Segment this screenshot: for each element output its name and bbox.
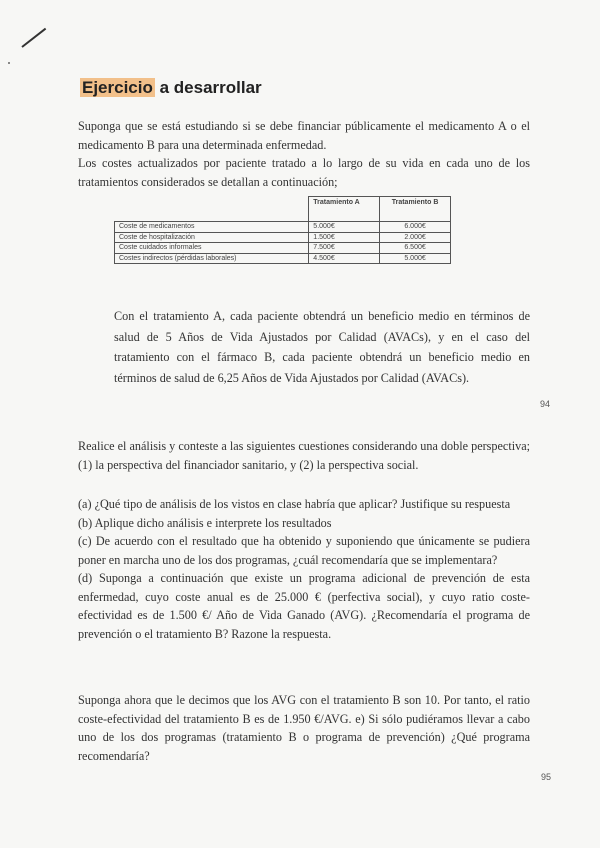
row-label: Coste de hospitalización: [115, 232, 309, 243]
question-a: (a) ¿Qué tipo de análisis de los vistos en clase habría que aplicar? Justifique su respuesta: [78, 497, 511, 511]
table-row: [115, 243, 451, 254]
table-header-empty: [115, 197, 309, 222]
table-row: [115, 232, 451, 243]
result-paragraph: Con el tratamiento A, cada paciente obtendrá un beneficio medio en términos de salud de 5 Años de Vida Ajustados por Calidad (AVACs), y en el caso del tratamiento con el fármaco B, cada paciente obtendrá un beneficio medio en términos de salud de 6,25 Años de Vida Ajustados por Calidad (AVACs).: [114, 309, 530, 385]
questions-list: [78, 495, 530, 643]
page-number: 95: [541, 772, 552, 782]
row-value-a: 7.500€: [309, 243, 380, 254]
row-label: Coste cuidados informales: [115, 243, 309, 254]
row-value-b: 6.500€: [380, 243, 451, 254]
pen-mark: [21, 28, 46, 48]
row-label: Coste de medicamentos: [115, 222, 309, 233]
table-row: [115, 253, 451, 264]
intro-paragraph-1: Suponga que se está estudiando si se debe financiar públicamente el medicamento A o el medicamento B para una determinada enfermedad.: [78, 119, 530, 152]
row-value-a: 1.500€: [309, 232, 380, 243]
question-d: (d) Suponga a continuación que existe un programa adicional de prevención de esta enfermedad, cuyo coste anual es de 25.000 € (perfectiva social), y cuyo ratio coste-efectividad es de 1.500 €/ Año de Vida Ganado (AVG). ¿Recomendaría el programa de prevención o el tratamiento B? Razone la respuesta.: [78, 571, 530, 641]
final-paragraph: Suponga ahora que le decimos que los AVG con el tratamiento B son 10. Por tanto, el ratio coste-efectividad del tratamiento B es de 1.950 €/AVG. e) Si sólo pudiéramos llevar a cabo uno de los dos programas (tratamiento B o programa de prevención) ¿Qué programa recomendaría?: [78, 693, 530, 763]
question-c: (c) De acuerdo con el resultado que ha obtenido y suponiendo que únicamente se pudiera poner en marcha uno de los dos programas, ¿cuál recomendaría que se implementara?: [78, 534, 530, 567]
analysis-intro: Realice el análisis y conteste a las siguientes cuestiones considerando una doble perspectiva; (1) la perspectiva del financiador sanitario, y (2) la perspectiva social.: [78, 439, 530, 472]
row-value-b: 6.000€: [380, 222, 451, 233]
table-header-row: [115, 197, 451, 222]
exercise-heading: [80, 78, 262, 98]
scan-speck: [8, 62, 10, 64]
row-value-a: 4.500€: [309, 253, 380, 264]
table-header-treatment-b: Tratamiento B: [380, 197, 451, 222]
costs-table: [114, 196, 451, 264]
page-number: 94: [540, 399, 551, 409]
table-row: [115, 222, 451, 233]
heading-highlight: Ejercicio: [82, 78, 153, 97]
row-value-b: 5.000€: [380, 253, 451, 264]
row-value-a: 5.000€: [309, 222, 380, 233]
intro-paragraph-2: Los costes actualizados por paciente tratado a lo largo de su vida en cada uno de los tratamientos considerados se detallan a continuación;: [78, 156, 530, 189]
table-header-treatment-a: Tratamiento A: [309, 197, 380, 222]
row-value-b: 2.000€: [380, 232, 451, 243]
row-label: Costes indirectos (pérdidas laborales): [115, 253, 309, 264]
question-b: (b) Aplique dicho análisis e interprete los resultados: [78, 515, 332, 530]
heading-rest: a desarrollar: [154, 78, 262, 97]
